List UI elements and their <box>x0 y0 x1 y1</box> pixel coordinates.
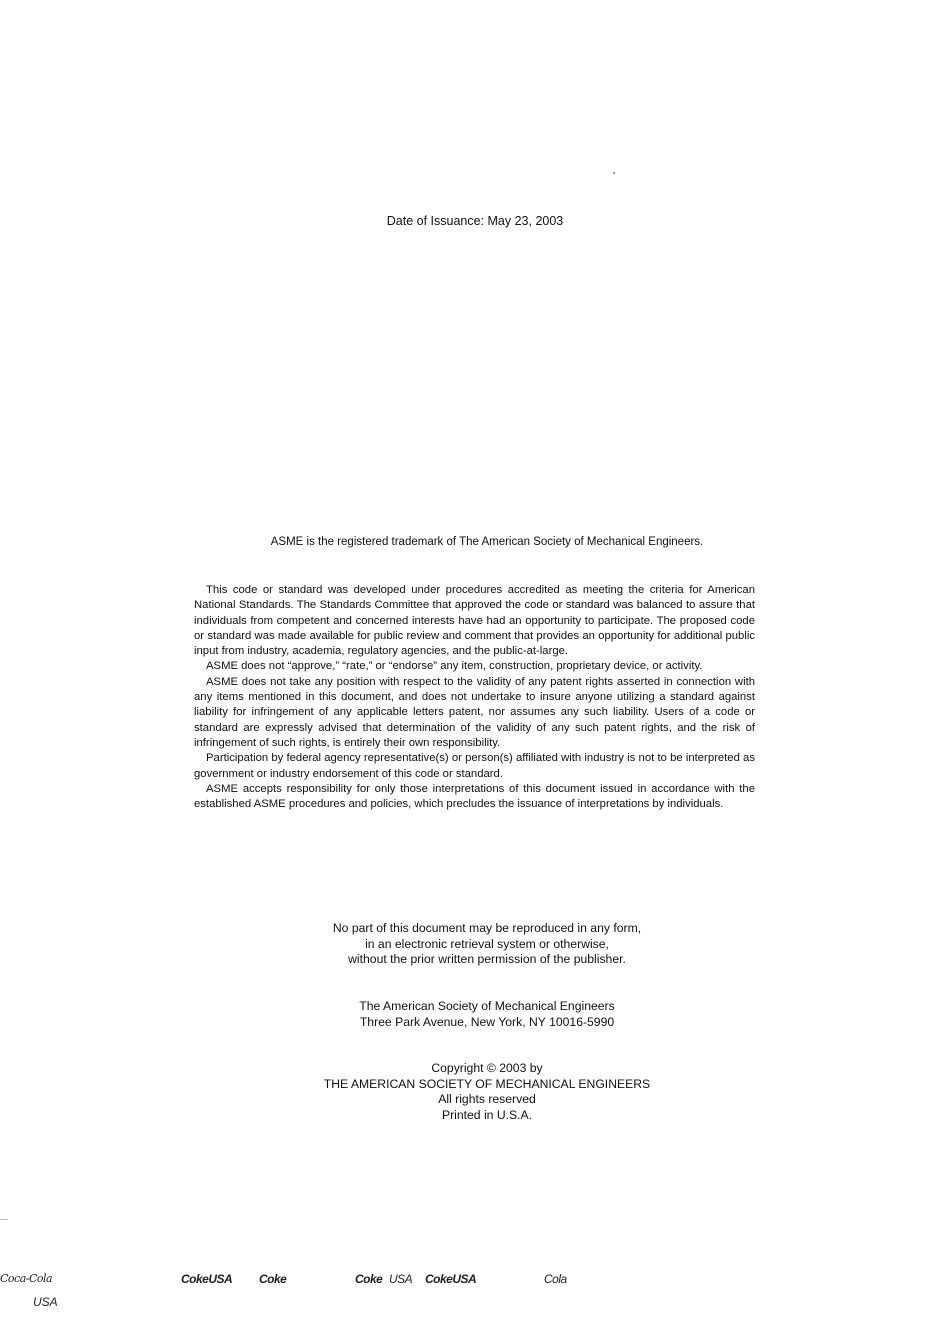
notice-paragraph: ASME does not “approve,” “rate,” or “endorse” any item, construction, proprietary device, or activity. <box>206 660 703 673</box>
date-of-issuance: Date of Issuance: May 23, 2003 <box>386 214 564 228</box>
copyright-block <box>0 1061 950 1123</box>
notice-paragraph: ASME accepts responsibility for only those interpretations of this document issued in accordance with the established ASME procedures and policies, which precludes the issuance of interpretations by individuals. <box>194 782 755 811</box>
copyright-line: Copyright © 2003 by <box>431 1061 543 1075</box>
printed-in: Printed in U.S.A. <box>441 1107 533 1122</box>
legal-notice <box>194 583 755 812</box>
footer-watermark: Coke <box>259 1272 287 1286</box>
publisher-name: The American Society of Mechanical Engineers <box>359 999 615 1013</box>
footer-watermark: USA <box>389 1272 413 1286</box>
footer-watermark: CokeUSA <box>425 1272 477 1286</box>
notice-paragraph: This code or standard was developed under procedures accredited as meeting the criteria for American National Standards. The Standards Committee that approved the code or standard was balanced to assure that individuals from competent and concerned interests have had an opportunity to participate. The proposed code or standard was made available for public review and comment that provides an opportunity for additional public input from industry, academia, regulatory agencies, and the public-at-large. <box>194 584 755 658</box>
speck-mark <box>613 172 615 174</box>
footer-watermark: Coke <box>355 1272 383 1286</box>
rights-reserved: All rights reserved <box>438 1092 536 1106</box>
reproduction-line: No part of this document may be reproduced in any form, <box>332 921 642 935</box>
reproduction-line: without the prior written permission of the publisher. <box>348 952 626 966</box>
reproduction-notice <box>0 921 950 968</box>
publisher-street: Three Park Avenue, New York, NY 10016-5990 <box>359 1014 615 1029</box>
margin-dash <box>0 1219 8 1220</box>
reproduction-line: in an electronic retrieval system or otherwise, <box>365 936 609 951</box>
footer-watermark-line2: USA <box>33 1295 58 1309</box>
footer-watermark: CokeUSA <box>181 1272 233 1286</box>
publisher-address <box>0 999 950 1030</box>
coca-cola-script-logo: Coca-Cola <box>0 1272 53 1285</box>
notice-paragraph: ASME does not take any position with respect to the validity of any patent rights asserted in connection with any items mentioned in this document, and does not undertake to insure anyone utilizing a standard against liability for infringement of any applicable letters patent, nor assumes any such liability. Users of a code or standard are expressly advised that determination of the validity of any such patent rights, and the risk of infringement of such rights, is entirely their own responsibility. <box>194 675 755 749</box>
trademark-statement: ASME is the registered trademark of The American Society of Mechanical Engineers. <box>270 536 704 548</box>
notice-paragraph: Participation by federal agency representative(s) or person(s) affiliated with industry is not to be interpreted as government or industry endorsement of this code or standard. <box>194 752 755 780</box>
copyright-owner: THE AMERICAN SOCIETY OF MECHANICAL ENGINEERS <box>323 1076 651 1091</box>
footer-watermark: Cola <box>544 1272 567 1286</box>
